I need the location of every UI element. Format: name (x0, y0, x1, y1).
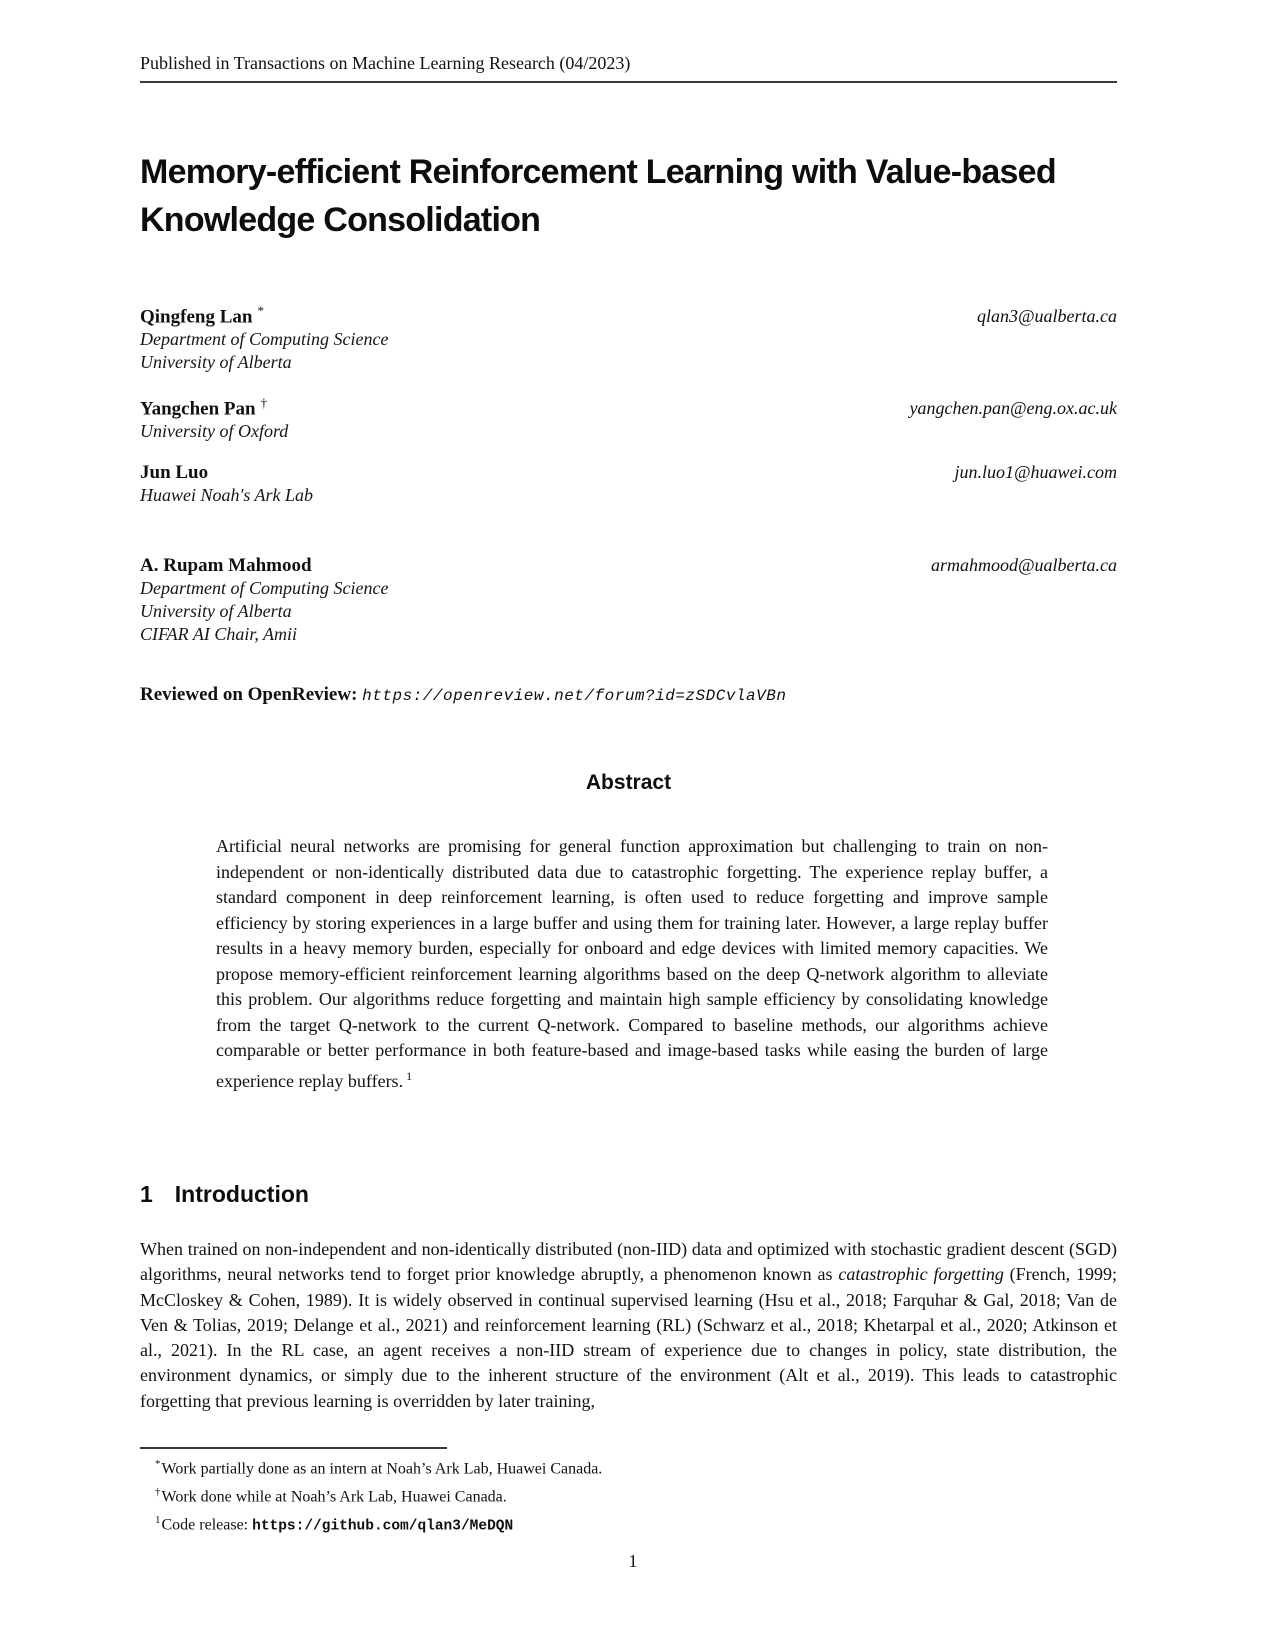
footnote-rule (140, 1447, 447, 1449)
review-line (140, 684, 1117, 706)
author-name (140, 391, 267, 420)
author-name-text: A. Rupam Mahmood (140, 555, 312, 576)
author-email: yangchen.pan@eng.ox.ac.uk (909, 398, 1117, 419)
footnote-marker: † (155, 1485, 161, 1498)
abstract-heading: Abstract (585, 771, 672, 794)
author-name (140, 461, 208, 484)
footnote-text: Work done while at Noah’s Ark Lab, Huawei Canada. (161, 1488, 507, 1506)
abstract-text (216, 834, 1048, 1094)
author-block-qingfeng-lan (140, 299, 1117, 374)
author-affiliation: CIFAR AI Chair, Amii (140, 624, 298, 644)
author-name-text: Qingfeng Lan (140, 306, 253, 328)
abstract-paragraph: Artificial neural networks are promising for general function approximation but challenging to train on non-independent or non-identically distributed data due to catastrophic forgetting. The experience replay buffer, a standard component in deep reinforcement learning, is often used to reduce forgetting and improve sample efficiency by storing experiences in a large buffer and using them for training later. However, a large replay buffer results in a heavy memory burden, especially for onboard and edge devices with limited memory capacities. We propose memory-efficient reinforcement learning algorithms based on the deep Q-network algorithm to alleviate this problem. Our algorithms reduce forgetting and maintain high sample efficiency by consolidating knowledge from the target Q-network to the current Q-network. Compared to baseline methods, our algorithms achieve comparable or better performance in both feature-based and image-based tasks while easing the burden of large experience replay buffers. (216, 836, 1048, 1091)
intro-text-2: (French, 1999; McCloskey & Cohen, 1989). It is widely observed in continual supervised learning (Hsu et al., 2018; Farquhar & Gal, 2018; Van de Ven & Tolias, 2019; Delange et al., 2021) and reinforcement learning (RL) (Schwarz et al., 2018; Khetarpal et al., 2020; Atkinson et al., 2021). In the RL case, an agent receives a non-IID stream of experience due to changes in policy, state distribution, the environment dynamics, or simply due to the inherent structure of the environment (Alt et al., 2019). This leads to catastrophic forgetting that previous learning is overridden by later training, (140, 1264, 1117, 1411)
github-link[interactable]: https://github.com/qlan3/MeDQN (252, 1517, 514, 1534)
author-name-text: Yangchen Pan (140, 398, 256, 420)
author-affiliation: University of Alberta (140, 352, 292, 373)
header-rule (140, 81, 1117, 83)
author-block-yangchen-pan (140, 391, 1117, 443)
author-email: jun.luo1@huawei.com (954, 462, 1117, 482)
footnotes (140, 1453, 1117, 1538)
introduction-paragraph (140, 1237, 1117, 1414)
footnote-work-while (140, 1481, 1117, 1509)
author-name (140, 299, 264, 328)
author-email: qlan3@ualberta.ca (976, 306, 1117, 327)
author-name-text: Jun Luo (140, 462, 209, 483)
page-number: 1 (628, 1551, 638, 1571)
paper-title: Memory-efficient Reinforcement Learning with Value-based Knowledge Consolidation (140, 153, 1056, 239)
author-block-rupam-mahmood (140, 554, 1117, 646)
intro-text-1: When trained on non-independent and non-identically distributed (non-IID) data and optimized with stochastic gradient descent (SGD) algorithms, neural networks tend to forget prior knowledge abruptly, a phenomenon known as (140, 1239, 1117, 1285)
footnote-marker: 1 (155, 1513, 161, 1526)
author-name (140, 554, 312, 577)
footnote-text: Work partially done as an intern at Noah’s Ark Lab, Huawei Canada. (161, 1460, 603, 1478)
footnote-text: Code release: (161, 1515, 253, 1533)
author-affiliation: Department of Computing Science (140, 329, 389, 350)
author-block-jun-luo (140, 461, 1117, 507)
author-affiliation: University of Alberta (140, 601, 292, 621)
section-heading-introduction (140, 1181, 1117, 1208)
intro-italic-term: catastrophic forgetting (838, 1264, 1004, 1285)
openreview-link[interactable]: https://openreview.net/forum?id=zSDCvlaVBn (362, 687, 787, 705)
footnote-code-release (140, 1509, 1117, 1539)
review-label: Reviewed on OpenReview: (140, 684, 358, 705)
running-header: Published in Transactions on Machine Learning Research (04/2023) (140, 53, 631, 73)
author-footnote-marker: * (257, 303, 264, 318)
author-email: armahmood@ualberta.ca (930, 555, 1117, 575)
abstract-footnote-ref: 1 (406, 1068, 413, 1083)
section-title-text: Introduction (174, 1181, 309, 1207)
author-affiliation: University of Oxford (140, 421, 289, 442)
footnote-marker: * (155, 1458, 161, 1470)
section-number: 1 (140, 1181, 153, 1207)
footnote-work-intern (140, 1453, 1117, 1481)
author-footnote-marker: † (260, 395, 268, 410)
author-affiliation: Department of Computing Science (140, 578, 389, 598)
author-affiliation: Huawei Noah's Ark Lab (140, 485, 314, 505)
